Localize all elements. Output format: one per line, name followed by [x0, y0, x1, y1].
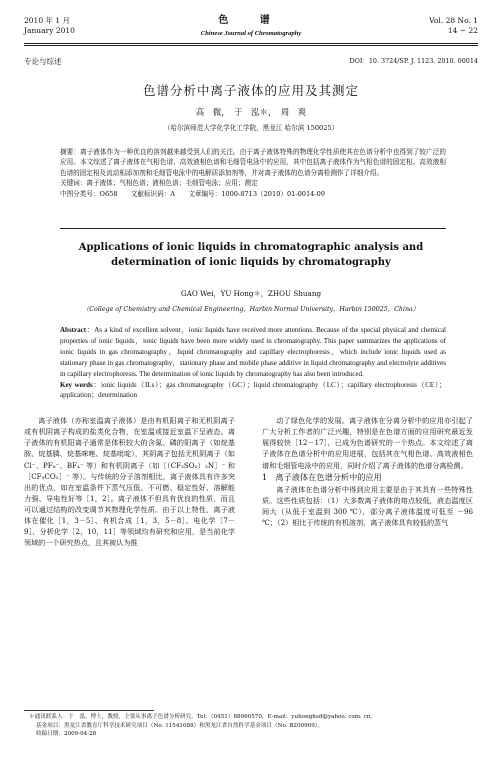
footnotes: [24, 713, 478, 739]
abstract-cn: 摘要：离子液体作为一种优良的溶剂越来越受到人们的关注。由于离子液体特殊的物理化学性质使其在色谱分析中也得到了较广泛的应用。本文综述了离子液体在气相色谱、高效液相色谱和毛细管电泳中的应用，其中包括离子液体作为气相色谱的固定相、高效液相色谱的固定相及流动相添加剂和毛细管电泳中的电解质添加剂等，并对离子液体的色谱分离检测作了详细介绍。: [60, 148, 446, 177]
keywords-cn: 关键词：离子液体；气相色谱；液相色谱；毛细管电泳；应用；测定: [60, 179, 258, 188]
doi: DOI：10. 3724/SP. J. 1123. 2010. 00014: [349, 57, 478, 65]
body-column-right: [262, 415, 473, 528]
header-volume: [429, 16, 478, 36]
keywords-en-text: ：ionic liquids（ILs）；gas chromatography（GC）；liquid chromatography（LC）；capillary electrophoresis（CE）；application；determination: [60, 380, 446, 400]
header-date-cn: 2010 年 1 月: [24, 16, 71, 25]
body-paragraph: 离子液体在色谱分析中得到应用主要是由于其具有一些特殊性质。这些性质包括：（1）大多数离子液体的熔点较低，液态温度区间大（从低于室温到 300 ℃），部分离子液体温度可低至 －96 ℃；（2）相比于传统的有机溶剂，离子液体具有较低的蒸气: [262, 484, 473, 527]
header-rule: [24, 43, 478, 44]
keywords-en: [60, 380, 446, 402]
authors-en: GAO Wei，YU Hong＊，ZHOU Shuang: [180, 289, 322, 298]
header-rule-thin: [24, 45, 478, 46]
abstract-en-label: Abstract: [60, 326, 87, 334]
page-range: 14 ~ 22: [447, 26, 478, 36]
affiliation-en: （College of Chemistry and Chemical Engineering，Harbin Normal University，Harbin 150025，China）: [82, 306, 420, 313]
footnote-contact-text: 通讯联系人：于 泓，博士，教授，主要从事离子色谱分析研究。Tel：（0451）88060570，E-mail：yuhonghsd@yahoo. com. cn。: [34, 714, 376, 720]
abstract-separator: [60, 228, 446, 229]
footnote-contact: [24, 713, 478, 722]
title-cn: 色谱分析中离子液体的应用及其测定: [142, 83, 359, 98]
header-journal: [0, 14, 502, 38]
volume-number: Vol. 28 No. 1: [429, 16, 478, 25]
abstract-en-text: ：As a kind of excellent solvent，ionic liquids have received more attentions. Because of the special physical and chemical properties of ionic liquids，ionic liquids have been more widely used in chromatography. This paper summarizes the applications of ionic liquids in gas chromatography，liquid chromatography and capillary electrophoresis，which include ionic liquids used as stationary phase in gas chromatography，stationary phase and mobile phase additive in liquid chromatography and electrolyte additives in capillary electrophoresis. The determination of ionic liquids by chromatography has also been introduced.: [60, 326, 446, 378]
footnote-received: 收稿日期：2009-04-28: [36, 731, 97, 738]
classification-cn: 中图分类号：O658 文献标识码：A 文章编号：1000-8713（2010）01-0014-09: [60, 189, 325, 198]
title-en: Applications of ionic liquids in chromatographic analysis and determination of ionic liquids by chromatography: [78, 242, 424, 268]
footnote-rule: [24, 710, 154, 711]
section-tag: 专论与综述: [24, 57, 62, 66]
affiliation-cn: （哈尔滨师范大学化学化工学院，黑龙江 哈尔滨 150025）: [163, 124, 339, 132]
journal-name-cn: 色 谱: [218, 15, 284, 26]
body-paragraph: 动了绿色化学的发展。离子液体在分离分析中的应用亦引起了广大分析工作者的广泛兴趣，特别是在色谱方面的应用研究最近发展得较快［12－17］，已成为色谱研究的一个热点。本文综述了离子液体在色谱分析中的应用进展，包括其在气相色谱、高效液相色谱和毛细管电泳中的应用，同时介绍了离子液体的色谱分离检测。: [262, 416, 473, 470]
body-column-left: [24, 415, 235, 549]
keywords-en-label: Key words: [60, 380, 93, 389]
abstract-en: [60, 325, 446, 380]
body-paragraph: 离子液体（亦称室温离子液体）是由有机阳离子和无机阴离子或有机阴离子构成的盐类化合物，在室温或接近室温下呈液态。离子液体的有机阳离子通常是体积较大的含氮、磷的阳离子（如烷基胺、烷基膦、烷基咪唑、烷基吡啶），其阴离子包括无机阴离子（如 Cl⁻、PF₆⁻、BF₄⁻ 等）和有机阴离子（如［（CF₃SO₂）₂N］⁻ 和［CF₃CO₂］⁻ 等）。与传统的分子溶剂相比，离子液体具有许多突出的优点，如在室温条件下蒸气压低、不可燃、稳定性好、溶解能力强、导电性好等［1，2］。离子液体不但具有优良的性质，而且可以通过结构的改变调节其物理化学性质。由于以上特性，离子液体在催化［1，3－5］、有机合成［1，3，5－8］、电化学［7－9］、分析化学［2，10，11］等领域均有研究和应用，是当前化学领域的一个研究热点，且其被认为推: [24, 416, 235, 548]
footnote-star: ＊: [29, 714, 35, 720]
journal-name-en: Chinese Journal of Chromatography: [200, 29, 302, 37]
header-date-en: January 2010: [24, 26, 75, 36]
footnote-funding: 基金项目：黑龙江省教育厅科学技术研究项目（No. 11541088）和黑龙江省自然科学基金项目（No. B200909）。: [36, 722, 324, 729]
abstract-en-block: [60, 325, 446, 401]
authors-cn: 高 微， 于 泓＊， 周 爽: [195, 108, 307, 118]
section-heading: 1 离子液体在色谱分析中的应用: [262, 471, 382, 482]
abstract-cn-block: [60, 147, 446, 199]
